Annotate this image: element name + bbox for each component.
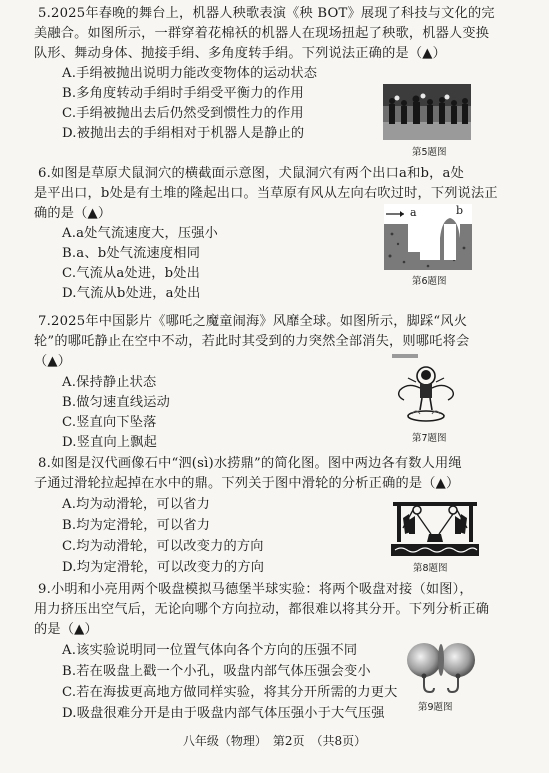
q7-figure-caption: 第7题图 — [412, 433, 447, 444]
q8-option-a: A.均为动滑轮，可以省力 — [62, 497, 210, 512]
q9-stem-line-2: 用力挤压出空气后，无论向哪个方向拉动，都很难以将其分开。下列分析正确 — [34, 602, 490, 617]
q8-figure-caption: 第8题图 — [413, 563, 448, 574]
q9-option-c: C.若在海拔更高地方做同样实验，将其分开所需的力更大 — [62, 685, 398, 700]
q9-stem-line-3: 的是（▲） — [34, 622, 98, 637]
q6-stem-line-3: 确的是（▲） — [34, 206, 112, 221]
q6-option-b: B.a、b处气流速度相同 — [62, 246, 201, 261]
q7-option-b: B.做匀速直线运动 — [62, 395, 170, 410]
q8-pulley-relief — [387, 498, 483, 560]
q6-option-a: A.a处气流速度大，压强小 — [62, 226, 219, 241]
q5-stem-line-3: 队形、舞动身体、抛接手绢、多角度转手绢。下列说法正确的是（▲） — [34, 46, 446, 61]
q5-robot-dance-photo — [383, 84, 471, 140]
q7-nezha-illustration — [386, 352, 466, 426]
q7-stem-line-2: 轮”的哪吒静止在空中不动，若此时其受到的力突然全部消失，则哪吒将会 — [34, 334, 470, 349]
q7-stem-line-3: （▲） — [34, 354, 72, 369]
q9-figure-caption: 第9题图 — [418, 702, 453, 713]
q8-stem-line-2: 子通过滑轮拉起掉在水中的鼎。下列关于图中滑轮的分析正确的是（▲） — [34, 476, 460, 491]
q6-option-d: D.气流从b处进，a处出 — [62, 286, 201, 301]
q7-option-d: D.竖直向上飘起 — [62, 435, 158, 450]
q5-option-c: C.手绢被抛出去后仍然受到惯性力的作用 — [62, 106, 304, 121]
q5-option-b: B.多角度转动手绢时手绢受平衡力的作用 — [62, 86, 304, 101]
page-footer: 八年级（物理） 第2页 （共8页） — [182, 734, 367, 748]
q9-option-d: D.吸盘很难分开是由于吸盘内部气体压强小于大气压强 — [62, 706, 385, 721]
q6-figure-caption: 第6题图 — [412, 276, 447, 287]
q5-figure-caption: 第5题图 — [412, 147, 447, 158]
q6-stem-line-2: 是平出口，b处是有土堆的隆起出口。当草原有风从左向右吹过时，下列说法正 — [34, 186, 498, 201]
q9-option-a: A.该实验说明同一位置气体向各个方向的压强不同 — [62, 643, 358, 658]
q7-option-c: C.竖直向下坠落 — [62, 415, 157, 430]
q5-option-a: A.手绢被抛出说明力能改变物体的运动状态 — [62, 66, 318, 81]
q7-stem-line-1: 7.2025年中国影片《哪吒之魔童闹海》风靡全球。如图所示，脚踩“风火 — [38, 314, 468, 329]
q9-suction-cups-photo — [402, 640, 480, 698]
q8-option-c: C.均为动滑轮，可以改变力的方向 — [62, 539, 264, 554]
q6-label-b: b — [456, 204, 464, 217]
q7-option-a: A.保持静止状态 — [62, 375, 157, 390]
q8-option-b: B.均为定滑轮，可以省力 — [62, 518, 211, 533]
q9-option-b: B.若在吸盘上戳一个小孔，吸盘内部气体压强会变小 — [62, 664, 371, 679]
q5-option-d: D.被抛出去的手绢相对于机器人是静止的 — [62, 126, 305, 141]
q6-option-c: C.气流从a处进，b处出 — [62, 266, 201, 281]
q8-option-d: D.均为定滑轮，可以改变力的方向 — [62, 560, 265, 575]
q5-stem-line-2: 美融合。如图所示，一群穿着花棉袄的机器人在现场扭起了秧歌，机器人变换 — [34, 26, 490, 41]
q6-stem-line-1: 6.如图是草原犬鼠洞穴的横截面示意图，犬鼠洞穴有两个出口a和b，a处 — [38, 166, 464, 181]
q6-label-a: a — [410, 206, 417, 219]
q6-burrow-diagram — [384, 204, 472, 270]
q8-stem-line-1: 8.如图是汉代画像石中“泗(sì)水捞鼎”的简化图。图中两边各有数人用绳 — [38, 456, 462, 471]
q9-stem-line-1: 9.小明和小亮用两个吸盘模拟马德堡半球实验：将两个吸盘对接（如图）， — [38, 582, 473, 597]
q5-stem-line-1: 5.2025年春晚的舞台上，机器人秧歌表演《秧 BOT》展现了科技与文化的完 — [38, 6, 495, 21]
